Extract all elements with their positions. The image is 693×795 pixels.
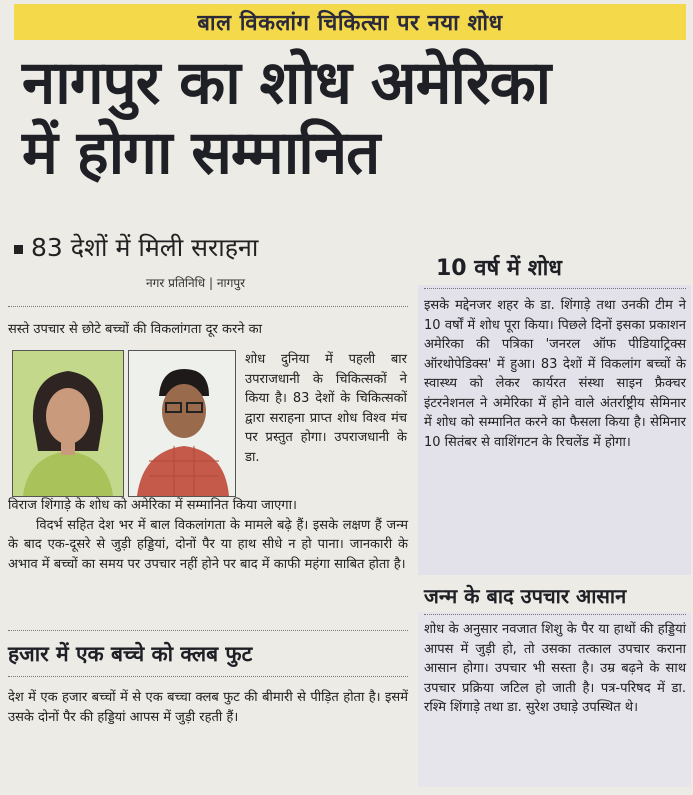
- section2-heading: 10 वर्ष में शोध: [436, 256, 562, 281]
- section1-heading: हजार में एक बच्चे को क्लब फुट: [8, 642, 253, 666]
- section1-divider: [8, 630, 408, 631]
- section3-heading: जन्म के बाद उपचार आसान: [424, 584, 627, 608]
- section1-text: देश में एक हजार बच्चों में से एक बच्चा क्लब फुट की बीमारी से पीड़ित होता है। इसमें उसके दोनों पैर की हड्डियां आपस में जुड़ी रहती हैं।: [8, 690, 408, 725]
- lead-continuation: [8, 496, 408, 574]
- lead-paragraph-2: विदर्भ सहित देश भर में बाल विकलांगता के मामले बढ़े हैं। इसके लक्षण हैं जन्म के बाद एक-दूसरे से जुड़ी हड्डियां, दोनों पैर या हाथ सीधे न हो पाना। जानकारी के अभाव में बच्चों का समय पर उपचार नहीं होने पर बाद में काफी महंगा साबित होता है।: [8, 517, 408, 572]
- section1-heading-divider: [8, 676, 408, 677]
- bullet-square-icon: [14, 245, 23, 254]
- headline-line-2: में होगा सम्मानित: [22, 118, 380, 188]
- headline: [22, 48, 672, 188]
- kicker-text: बाल विकलांग चिकित्सा पर नया शोध: [197, 11, 503, 36]
- lead-cont-line: विराज शिंगाड़े के शोध को अमेरिका में सम्मानित किया जाएगा।: [8, 498, 297, 513]
- section2-divider: [424, 288, 686, 289]
- section3-text: शोध के अनुसार नवजात शिशु के पैर या हाथों की हड्डियां आपस में जुड़ी हो, तो उसका तत्काल उपचार कराना आसान होगा। उपचार भी सस्ता है। उम्र बढ़ने के साथ उपचार प्रक्रिया जटिल हो जाती है। पत्र-परिषद में डा. रश्मि शिंगाड़े तथा डा. सुरेश उघाड़े उपस्थित थे।: [424, 622, 686, 715]
- lead-intro: सस्ते उपचार से छोटे बच्चों की विकलांगता दूर करने का: [8, 322, 262, 337]
- byline: नगर प्रतिनिधि | नागपुर: [146, 276, 246, 290]
- byline-divider: [8, 306, 408, 307]
- lead-wrap-text: शोध दुनिया में पहली बार उपराजधानी के चिकित्सकों ने किया है। 83 देशों के चिकित्सकों द्वारा सराहना प्राप्त शोध विश्व मंच पर प्रस्तुत होगा। उपराजधानी के डा.: [245, 352, 407, 465]
- headline-line-1: नागपुर का शोध अमेरिका: [22, 48, 551, 118]
- kicker-band: [14, 4, 686, 40]
- photo-woman: [12, 350, 124, 497]
- photo-man: [128, 350, 236, 497]
- section3-divider: [424, 614, 686, 615]
- subheadline: [14, 230, 258, 264]
- section2-text: इसके मद्देनजर शहर के डा. शिंगाड़े तथा उनकी टीम ने 10 वर्षों में शोध पूरा किया। पिछले दिनों इसका प्रकाशन अमेरिका की पत्रिका 'जनरल ऑफ पीडियाट्रिक्स ऑरथोपेडिक्स' में हुआ। 83 देशों में विकलांग बच्चों के स्वास्थ्य को लेकर कार्यरत संस्था साइन फ्रैक्चर इंटरनेशनल ने अमेरिका में होने वाले अंतर्राष्ट्रीय सेमिनार में शोध को सम्मानित करने का फैसला किया है। सेमिनार 10 सितंबर से वाशिंगटन के रिचलेंड में होगा।: [424, 298, 686, 450]
- subheadline-text: 83 देशों में मिली सराहना: [31, 233, 259, 262]
